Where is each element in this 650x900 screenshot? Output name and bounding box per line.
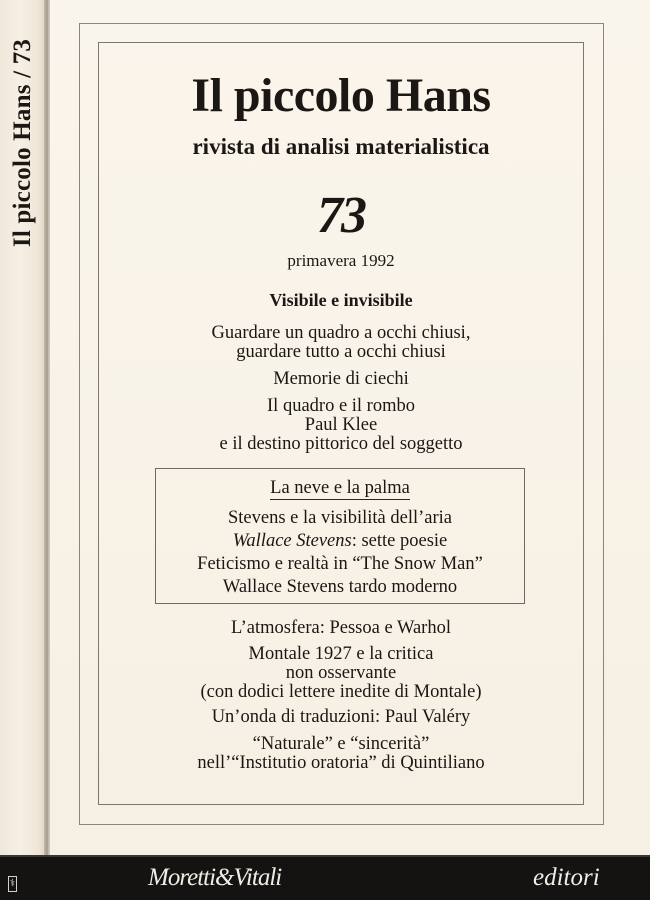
toc-entry	[98, 735, 584, 773]
toc-entry	[98, 370, 584, 389]
toc-entry	[98, 645, 584, 702]
toc-line: e il destino pittorico del soggetto	[219, 434, 463, 454]
toc-line: non osservante	[285, 663, 397, 683]
box-item: Feticismo e realtà in “The Snow Man”	[197, 554, 483, 574]
publisher-name: Moretti&Vitali	[148, 864, 282, 891]
toc-line: guardare tutto a occhi chiusi	[236, 342, 446, 362]
box-item: Stevens e la visibilità dell’aria	[228, 508, 452, 528]
issue-number: 73	[317, 187, 365, 244]
box-heading-text: La neve e la palma	[270, 478, 410, 498]
box-item: Wallace Stevens tardo moderno	[222, 577, 458, 597]
box-heading	[156, 477, 524, 499]
publisher-emblem-icon: ⚕	[8, 876, 17, 892]
toc-line: L’atmosfera: Pessoa e Warhol	[231, 618, 451, 638]
toc-line: Il quadro e il rombo	[267, 396, 415, 416]
boxed-section	[155, 468, 525, 604]
toc-line: Un’onda di traduzioni: Paul Valéry	[211, 707, 471, 727]
toc-line: nell’“Institutio oratoria” di Quintiliano	[197, 753, 485, 773]
section-heading: Visibile e invisibile	[269, 290, 413, 310]
box-item-italic: Wallace Stevens	[232, 531, 352, 551]
publisher-label: editori	[533, 864, 600, 891]
toc-line: “Naturale” e “sincerità”	[252, 734, 430, 754]
toc-line: Paul Klee	[304, 415, 378, 435]
box-item-rest: : sette poesie	[351, 531, 448, 551]
toc-entry	[98, 708, 584, 727]
toc-line: (con dodici lettere inedite di Montale)	[200, 682, 482, 702]
box-item	[156, 530, 524, 553]
toc-entry	[98, 397, 584, 454]
spine-title-text: Il piccolo Hans / 73	[9, 38, 36, 248]
box-items	[156, 507, 524, 599]
issue-season: primavera 1992	[287, 251, 395, 270]
toc-entry	[98, 324, 584, 362]
toc-line: Memorie di ciechi	[273, 369, 409, 389]
toc-entry	[98, 619, 584, 638]
book-spine	[0, 0, 48, 855]
toc-line: Guardare un quadro a occhi chiusi,	[211, 323, 471, 343]
spine-title	[3, 12, 43, 274]
toc-line: Montale 1927 e la critica	[248, 644, 434, 664]
magazine-title: Il piccolo Hans	[191, 69, 491, 122]
magazine-subtitle: rivista di analisi materialistica	[192, 134, 490, 159]
